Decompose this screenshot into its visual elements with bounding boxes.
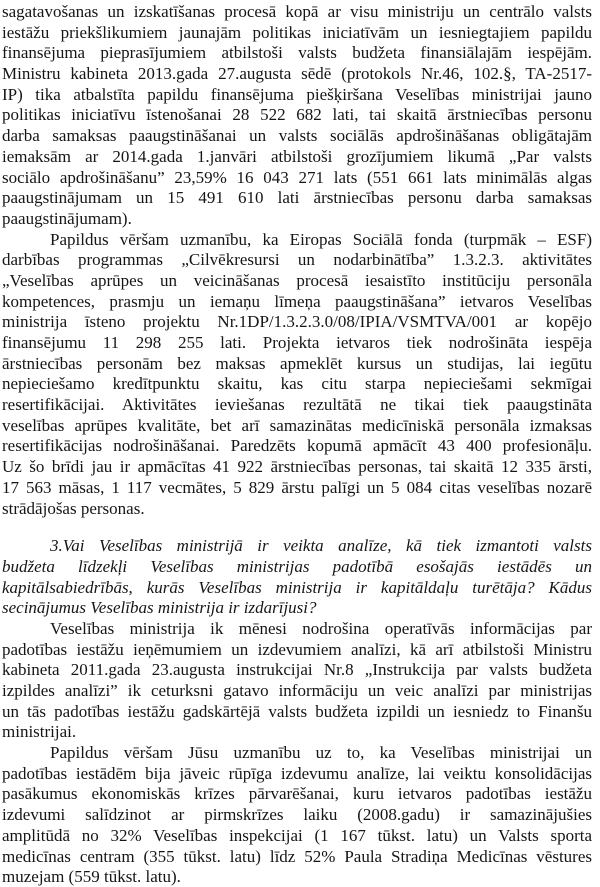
- paragraph: [2, 230, 592, 520]
- text-line: padotības iestādēm bija jāveic rūpīga izdevumu analīze, lai veiktu konsolidācijas: [2, 763, 592, 783]
- text-line: IP) tika atbalstīta papildu finansējuma piešķiršana Veselības ministrijai jauno: [2, 84, 592, 104]
- text-line: sociālo apdrošināšanu” 23,59% 16 043 271 lats (551 661 lats minimālās algas: [2, 167, 592, 187]
- text-line: iemaksām ar 2014.gada 1.janvāri atbilstoši grozījumiem likumā „Par valsts: [2, 146, 592, 166]
- text-line: resertifikācijai. Aktivitātes ieviešanas rezultātā ne tikai tiek paaugstināta: [2, 395, 592, 415]
- text-line: iestāžu priekšlikumiem jaunajām politikas iniciatīvām un iesniegtajiem papildu: [2, 22, 592, 42]
- text-line: padotības iestāžu ieņēmumiem un izdevumiem analīzi, kā arī atbilstoši Ministru: [2, 639, 592, 659]
- text-line: veselības aprūpes kvalitāte, bet arī samazinātas medicīniskā personāla izmaksas: [2, 415, 592, 435]
- text-line: nepieciešamo kredītpunktu skaitu, kas citu starpa nepieciešami sekmīgai: [2, 374, 592, 394]
- text-line: sagatavošanas un izskatīšanas procesā kopā ar visu ministriju un centrālo valsts: [2, 2, 592, 21]
- text-line: darba samaksas paaugstināšanai un valsts sociālās apdrošināšanas obligātajām: [2, 126, 592, 146]
- text-line: 3.Vai Veselības ministrijā ir veikta analīze, kā tiek izmantoti valsts: [50, 536, 592, 556]
- text-line: pasākumus ekonomiskās krīzes pārvarēšanai, kuru ietvaros padotības iestāžu: [2, 784, 592, 804]
- text-line: ministrijai.: [2, 722, 77, 742]
- text-line: medicīnas centram (355 tūkst. latu) līdz 52% Paula Stradiņa Medicīnas vēstures: [2, 846, 592, 866]
- text-line: paaugstinājumam).: [2, 208, 132, 228]
- text-line: amplitūdā no 32% Veselības inspekcijai (1 167 tūkst. latu) un Valsts sporta: [2, 825, 592, 845]
- text-line: un tās padotības iestāžu gadskārtējā valsts budžeta izpildi un iesniedz to Finanšu: [2, 701, 592, 721]
- text-line: politikas iniciatīvu īstenošanai 28 522 682 lati, tai skaitā ārstniecības personu: [2, 105, 592, 125]
- text-line: finansējumu 11 298 255 lati. Projekta ietvaros tiek nodrošināta iespēja: [2, 333, 592, 352]
- text-line: muzejam (559 tūkst. latu).: [2, 867, 181, 887]
- text-line: izpildes analīzi” ik ceturksni gatavo informāciju un veic analīzi par ministrijas: [2, 681, 592, 700]
- text-line: secinājumus Veselības ministrija ir izdarījusi?: [2, 598, 317, 618]
- text-line: Uz šo brīdi jau ir apmācītas 41 922 ārstniecības personas, tai skaitā 12 335 ārsti,: [2, 457, 592, 477]
- paragraph: [2, 743, 592, 887]
- text-line: „Veselības aprūpes un veicināšanas procesā iesaistīto institūciju personāla: [2, 270, 592, 290]
- text-line: kompetences, prasmju un iemaņu līmeņa paaugstināšana” ietvaros Veselības: [2, 291, 592, 311]
- question-paragraph: [2, 536, 592, 619]
- text-line: ministrija īsteno projektu Nr.1DP/1.3.2.3.0/08/IPIA/VSMTVA/001 ar kopējo: [2, 312, 592, 332]
- paragraph: [2, 2, 592, 230]
- paragraph: [2, 619, 592, 743]
- text-line: Papildus vēršam uzmanību, ka Eiropas Sociālā fonda (turpmāk – ESF): [50, 229, 592, 249]
- text-line: resertifikācijas nodrošināšanai. Paredzēts kopumā apmācīt 43 400 profesionāļu.: [2, 436, 592, 456]
- text-line: budžeta līdzekļi Veselības ministrijas padotībā esošajās iestādēs un: [2, 556, 592, 576]
- text-line: Veselības ministrija ik mēnesi nodrošina operatīvās informācijas par: [50, 618, 592, 638]
- text-line: kabineta 2011.gada 23.augusta instrukcijai Nr.8 „Instrukcija par valsts budžeta: [2, 660, 592, 680]
- text-line: paaugstinājumam un 15 491 610 lati ārstniecības personu darba samaksas: [2, 188, 592, 208]
- text-line: ārstniecības personām bez maksas apmeklēt kursus un studijas, lai iegūtu: [2, 353, 592, 373]
- text-line: izdevumi salīdzinot ar pirmskrīzes laiku (2008.gadu) ir samazinājušies: [2, 805, 592, 825]
- text-line: finansējuma pieprasījumiem atbilstoši valsts budžeta finansiālajām iespējām.: [2, 43, 592, 63]
- text-line: Ministru kabineta 2013.gada 27.augusta sēdē (protokols Nr.46, 102.§, TA-2517-: [2, 64, 592, 84]
- text-line: kapitālsabiedrībās, kurās Veselības ministrija ir kapitāldaļu turētāja? Kādus: [2, 577, 592, 597]
- text-line: strādājošas personas.: [2, 498, 145, 518]
- text-line: 17 563 māsas, 1 117 vecmātes, 5 829 ārstu palīgi un 5 084 citas veselības nozarē: [2, 477, 592, 497]
- text-line: Papildus vēršam Jūsu uzmanību uz to, ka Veselības ministrijai un: [50, 743, 592, 763]
- text-line: darbības programmas „Cilvēkresursi un nodarbinātība” 1.3.2.3. aktivitātes: [2, 250, 592, 270]
